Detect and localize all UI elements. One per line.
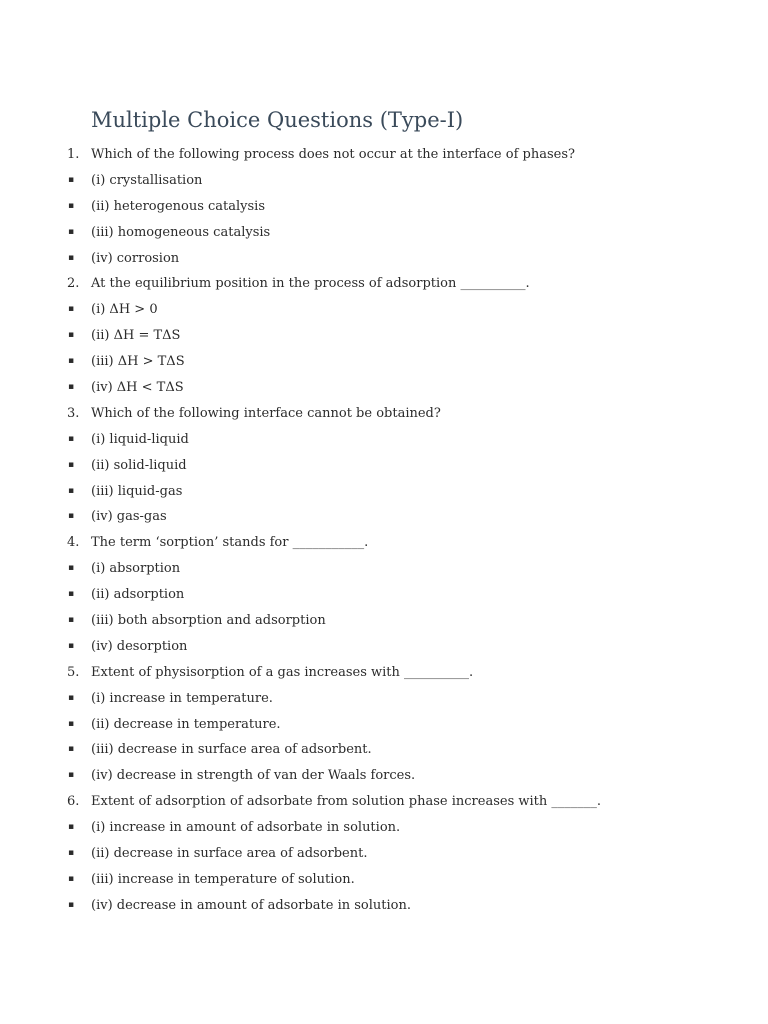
bullet-icon: ▪ — [68, 252, 75, 263]
bullet-icon: ▪ — [68, 640, 75, 651]
option-text: (i) ΔH > 0 — [91, 302, 158, 318]
option-item — [0, 453, 768, 479]
option-item — [0, 737, 768, 763]
question-text: Which of the following process does not occur at the interface of phases? — [91, 147, 575, 162]
question-number: 6. — [67, 794, 80, 810]
option-text: (iii) decrease in surface area of adsorbent. — [91, 742, 372, 758]
option-text: (iii) liquid-gas — [91, 483, 183, 499]
option-text: (ii) ΔH = TΔS — [91, 328, 181, 344]
question-number: 2. — [67, 276, 80, 292]
bullet-icon: ▪ — [68, 330, 75, 341]
option-item — [0, 815, 768, 841]
bullet-icon: ▪ — [68, 822, 75, 833]
option-item — [0, 427, 768, 453]
option-item — [0, 479, 768, 505]
bullet-icon: ▪ — [68, 873, 75, 884]
option-item — [0, 582, 768, 608]
option-text: (ii) adsorption — [91, 587, 185, 603]
question-number: 3. — [67, 405, 80, 421]
bullet-icon: ▪ — [68, 459, 75, 470]
option-text: (iv) gas-gas — [91, 509, 167, 525]
bullet-icon: ▪ — [68, 899, 75, 910]
option-item — [0, 246, 768, 272]
option-text: (iv) corrosion — [91, 250, 180, 266]
bullet-icon: ▪ — [68, 356, 75, 367]
option-item — [0, 712, 768, 738]
option-text: (iv) decrease in strength of van der Waals forces. — [91, 768, 416, 784]
bullet-icon: ▪ — [68, 744, 75, 755]
option-item — [0, 375, 768, 401]
option-item — [0, 608, 768, 634]
option-text: (i) crystallisation — [91, 172, 203, 188]
option-item — [0, 220, 768, 246]
bullet-icon: ▪ — [68, 174, 75, 185]
option-item — [0, 349, 768, 375]
option-text: (i) absorption — [91, 561, 181, 577]
question-number: 4. — [67, 535, 80, 551]
option-item — [0, 686, 768, 712]
option-text: (iv) desorption — [91, 638, 188, 654]
bullet-icon: ▪ — [68, 718, 75, 729]
bullet-icon: ▪ — [68, 589, 75, 600]
question-5 — [0, 660, 768, 686]
bullet-icon: ▪ — [68, 563, 75, 574]
option-item — [0, 194, 768, 220]
option-text: (i) increase in temperature. — [91, 690, 273, 706]
option-item — [0, 297, 768, 323]
bullet-icon: ▪ — [68, 615, 75, 626]
option-text: (iii) ΔH > TΔS — [91, 354, 185, 370]
option-item — [0, 893, 768, 919]
bullet-icon: ▪ — [68, 770, 75, 781]
question-4 — [0, 530, 768, 556]
option-text: (iii) increase in temperature of solution. — [91, 871, 355, 887]
question-number: 5. — [67, 664, 80, 680]
question-text: The term ‘sorption’ stands for ___________. — [91, 535, 369, 551]
question-6 — [0, 789, 768, 815]
question-3 — [0, 401, 768, 427]
option-text: (ii) decrease in surface area of adsorbent. — [91, 846, 368, 862]
option-text: (iv) decrease in amount of adsorbate in solution. — [91, 897, 411, 913]
option-text: (ii) decrease in temperature. — [91, 716, 281, 732]
question-text: Extent of adsorption of adsorbate from solution phase increases with _______. — [91, 794, 602, 810]
option-item — [0, 634, 768, 660]
bullet-icon: ▪ — [68, 692, 75, 703]
option-text: (i) liquid-liquid — [91, 431, 189, 447]
option-item — [0, 556, 768, 582]
question-text: Which of the following interface cannot be obtained? — [91, 405, 441, 421]
option-text: (ii) solid-liquid — [91, 457, 187, 473]
option-item — [0, 763, 768, 789]
question-2 — [0, 271, 768, 297]
bullet-icon: ▪ — [68, 304, 75, 315]
option-text: (iii) homogeneous catalysis — [91, 224, 271, 240]
bullet-icon: ▪ — [68, 511, 75, 522]
question-list — [0, 142, 768, 919]
option-item — [0, 504, 768, 530]
option-item — [0, 867, 768, 893]
option-item — [0, 323, 768, 349]
question-text: At the equilibrium position in the process of adsorption __________. — [91, 276, 530, 292]
option-item — [0, 841, 768, 867]
bullet-icon: ▪ — [68, 485, 75, 496]
question-number: 1. — [67, 147, 80, 162]
bullet-icon: ▪ — [68, 433, 75, 444]
question-text: Extent of physisorption of a gas increases with __________. — [91, 664, 474, 680]
option-item — [0, 168, 768, 194]
option-text: (iii) both absorption and adsorption — [91, 613, 326, 629]
page-title: Multiple Choice Questions (Type-I) — [91, 108, 464, 132]
bullet-icon: ▪ — [68, 200, 75, 211]
bullet-icon: ▪ — [68, 226, 75, 237]
option-text: (i) increase in amount of adsorbate in solution. — [91, 820, 401, 836]
option-text: (ii) heterogenous catalysis — [91, 198, 266, 214]
bullet-icon: ▪ — [68, 382, 75, 393]
bullet-icon: ▪ — [68, 848, 75, 859]
question-1 — [0, 142, 768, 168]
option-text: (iv) ΔH < TΔS — [91, 380, 184, 396]
